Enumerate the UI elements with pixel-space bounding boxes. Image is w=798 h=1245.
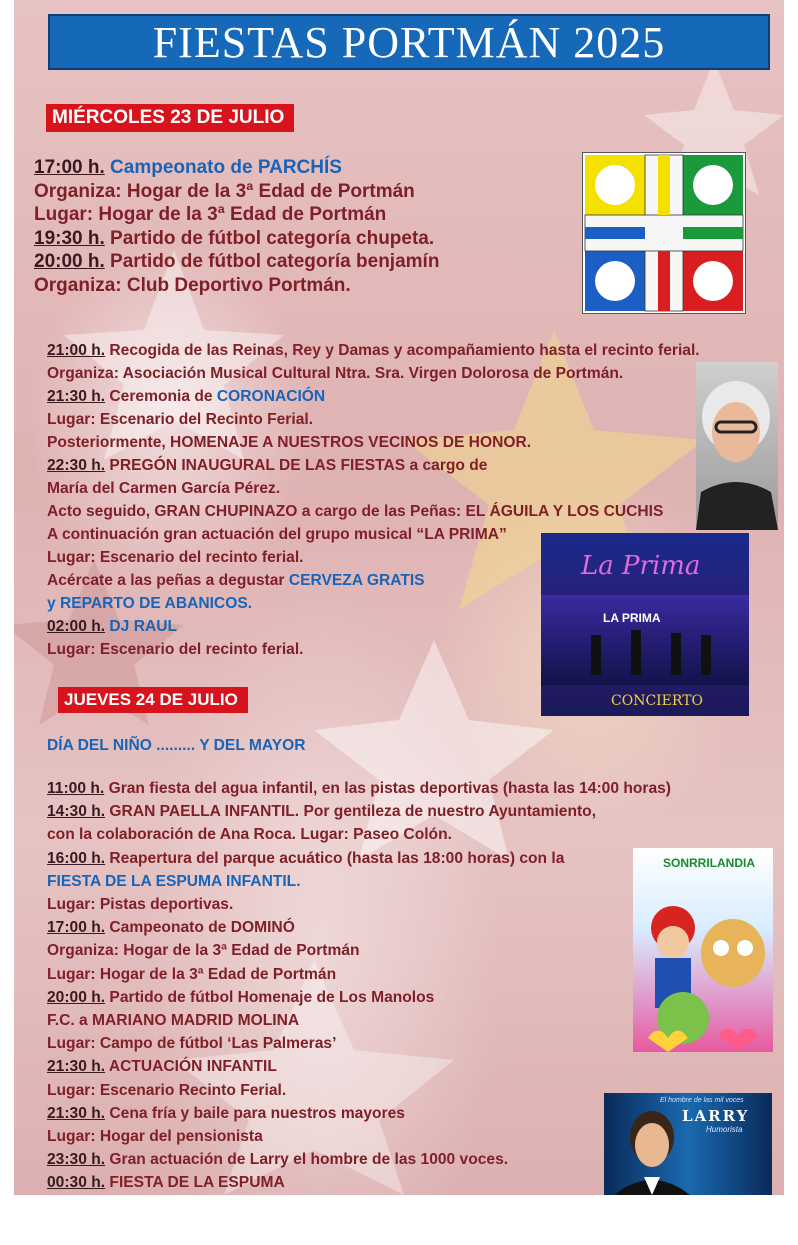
event-text: Ceremonia de: [109, 388, 213, 405]
event-text: Organiza: Hogar de la 3ª Edad de Portmán: [47, 942, 360, 960]
schedule-line: [47, 1082, 286, 1100]
event-text: F.C. a MARIANO MADRID MOLINA: [47, 1012, 300, 1029]
schedule-line: [34, 228, 434, 250]
event-text: FIESTA DE LA ESPUMA: [109, 1174, 285, 1192]
event-time: 21:30 h.: [47, 1104, 106, 1122]
day-badge-thursday: JUEVES 24 DE JULIO: [58, 687, 248, 713]
event-time: 11:00 h.: [47, 780, 105, 797]
event-highlight: FIESTA DE LA ESPUMA INFANTIL.: [47, 872, 301, 890]
schedule-line: [47, 896, 233, 914]
event-text: Lugar: Pistas deportivas.: [47, 896, 234, 913]
schedule-line: [47, 919, 295, 937]
event-time: 21:00 h.: [47, 342, 106, 359]
event-text: Organiza: Hogar de la 3ª Edad de Portmán: [34, 180, 415, 202]
event-text: Lugar: Escenario del Recinto Ferial.: [47, 411, 314, 428]
event-text: Lugar: Escenario del recinto ferial.: [47, 641, 304, 658]
event-text: Recogida de las Reinas, Rey y Damas y acompañamiento hasta el recinto ferial.: [109, 342, 700, 359]
schedule-line: [47, 1174, 285, 1192]
schedule-line: [34, 157, 342, 179]
la-prima-footer: CONCIERTO: [611, 693, 704, 709]
schedule-line: [47, 526, 507, 544]
la-prima-concert-image: [541, 533, 749, 716]
schedule-line: [47, 850, 564, 868]
event-time: 23:30 h.: [47, 1151, 106, 1169]
event-text: Lugar: Escenario del recinto ferial.: [47, 549, 304, 566]
schedule-line: [47, 618, 177, 636]
schedule-line: [47, 641, 304, 659]
schedule-line: [47, 826, 452, 844]
larry-subtitle: Humorista: [706, 1125, 743, 1134]
event-text: Campeonato de DOMINÓ: [109, 919, 295, 937]
schedule-line: [47, 549, 304, 567]
schedule-line: [47, 1035, 336, 1053]
schedule-line: [47, 1105, 405, 1123]
event-text: Gran fiesta del agua infantil, en las pistas deportivas (hasta las 14:00 horas): [108, 780, 671, 797]
event-text: Lugar: Hogar del pensionista: [47, 1128, 263, 1145]
schedule-line: [47, 803, 596, 821]
schedule-line: [47, 1151, 508, 1169]
sonrrilandia-image: [633, 848, 773, 1052]
larry-image: [604, 1093, 772, 1195]
event-text: Reapertura del parque acuático (hasta las 18:00 horas) con la: [109, 849, 565, 867]
event-time: 16:00 h.: [47, 849, 106, 867]
schedule-line: [47, 1128, 263, 1146]
event-text: Acércate a las peñas a degustar: [47, 572, 285, 589]
schedule-line: [47, 780, 671, 798]
event-time: 20:00 h.: [47, 988, 106, 1006]
event-time: 17:00 h.: [34, 157, 105, 178]
schedule-line: [47, 1012, 299, 1030]
parchis-board-image: [582, 152, 746, 314]
schedule-line: [47, 457, 487, 475]
schedule-line: [47, 480, 280, 498]
schedule-line: [34, 251, 439, 273]
la-prima-logo: La Prima: [581, 551, 701, 581]
event-text: Lugar: Escenario Recinto Ferial.: [47, 1081, 287, 1099]
day-subtitle: DÍA DEL NIÑO ......... Y DEL MAYOR: [47, 737, 306, 754]
event-text: María del Carmen García Pérez.: [47, 480, 281, 497]
larry-tagline: El hombre de las mil voces: [660, 1097, 744, 1104]
event-text: Partido de fútbol categoría benjamín: [110, 251, 440, 272]
event-highlight: DJ RAUL: [109, 618, 177, 635]
schedule-line: [47, 873, 301, 891]
event-text: Organiza: Club Deportivo Portmán.: [34, 274, 351, 296]
event-text: PREGÓN INAUGURAL DE LAS FIESTAS a cargo de: [109, 457, 488, 474]
event-highlight: CERVEZA GRATIS: [288, 572, 425, 589]
event-highlight: y REPARTO DE ABANICOS.: [47, 595, 253, 612]
event-time: 17:00 h.: [47, 919, 106, 937]
day-badge-wednesday: MIÉRCOLES 23 DE JULIO: [46, 104, 294, 132]
event-text: Cena fría y baile para nuestros mayores: [109, 1104, 405, 1122]
la-prima-banner: LA PRIMA: [603, 611, 661, 625]
schedule-line: [47, 595, 252, 613]
event-time: 00:30 h.: [47, 1174, 106, 1192]
schedule-line: [47, 966, 336, 984]
event-text: Partido de fútbol Homenaje de Los Manolos: [109, 988, 435, 1006]
event-text: Lugar: Hogar de la 3ª Edad de Portmán: [47, 965, 337, 983]
schedule-line: [47, 572, 425, 590]
event-text: Organiza: Asociación Musical Cultural Ntra. Sra. Virgen Dolorosa de Portmán.: [47, 365, 624, 382]
event-text: Lugar: Hogar de la 3ª Edad de Portmán: [34, 204, 387, 225]
event-time: 20:00 h.: [34, 251, 105, 272]
event-text: con la colaboración de Ana Roca. Lugar: Paseo Colón.: [47, 826, 452, 844]
poster: [14, 0, 784, 1195]
title-bar: [48, 14, 770, 70]
schedule-line: [47, 388, 325, 406]
event-text: Acto seguido, GRAN CHUPINAZO a cargo de las Peñas: EL ÁGUILA Y LOS CUCHIS: [47, 503, 664, 520]
schedule-line: [34, 275, 351, 297]
event-highlight: Campeonato de PARCHÍS: [110, 157, 342, 178]
schedule-line: [47, 942, 360, 960]
event-text: Partido de fútbol categoría chupeta.: [110, 227, 435, 249]
event-highlight: CORONACIÓN: [216, 388, 326, 405]
sonrrilandia-label: SONRRILANDIA: [663, 856, 755, 870]
event-time: 14:30 h.: [47, 803, 106, 821]
schedule-line: [47, 503, 663, 521]
schedule-line: [47, 1058, 277, 1076]
schedule-line: [47, 434, 531, 452]
schedule-line: [47, 411, 313, 429]
event-time: 02:00 h.: [47, 618, 106, 635]
event-time: 19:30 h.: [34, 227, 105, 249]
event-text: Lugar: Campo de fútbol ‘Las Palmeras’: [47, 1035, 337, 1053]
event-text: Gran actuación de Larry el hombre de las 1000 voces.: [109, 1151, 509, 1169]
page-title: FIESTAS PORTMÁN 2025: [152, 18, 666, 67]
schedule-line: [47, 342, 700, 360]
event-text: Posteriormente, HOMENAJE A NUESTROS VECINOS DE HONOR.: [47, 434, 532, 451]
schedule-line: [34, 181, 415, 203]
schedule-line: [34, 204, 386, 226]
schedule-line: [47, 989, 434, 1007]
event-time: 21:30 h.: [47, 1058, 106, 1076]
event-text: A continuación gran actuación del grupo musical “LA PRIMA”: [47, 526, 507, 543]
event-time: 22:30 h.: [47, 457, 106, 474]
schedule-line: [47, 365, 623, 383]
event-text: ACTUACIÓN INFANTIL: [108, 1058, 277, 1076]
event-text: GRAN PAELLA INFANTIL. Por gentileza de nuestro Ayuntamiento,: [109, 803, 597, 821]
larry-name: LARRY: [682, 1107, 750, 1125]
event-time: 21:30 h.: [47, 388, 106, 405]
portrait-photo: [696, 362, 778, 530]
